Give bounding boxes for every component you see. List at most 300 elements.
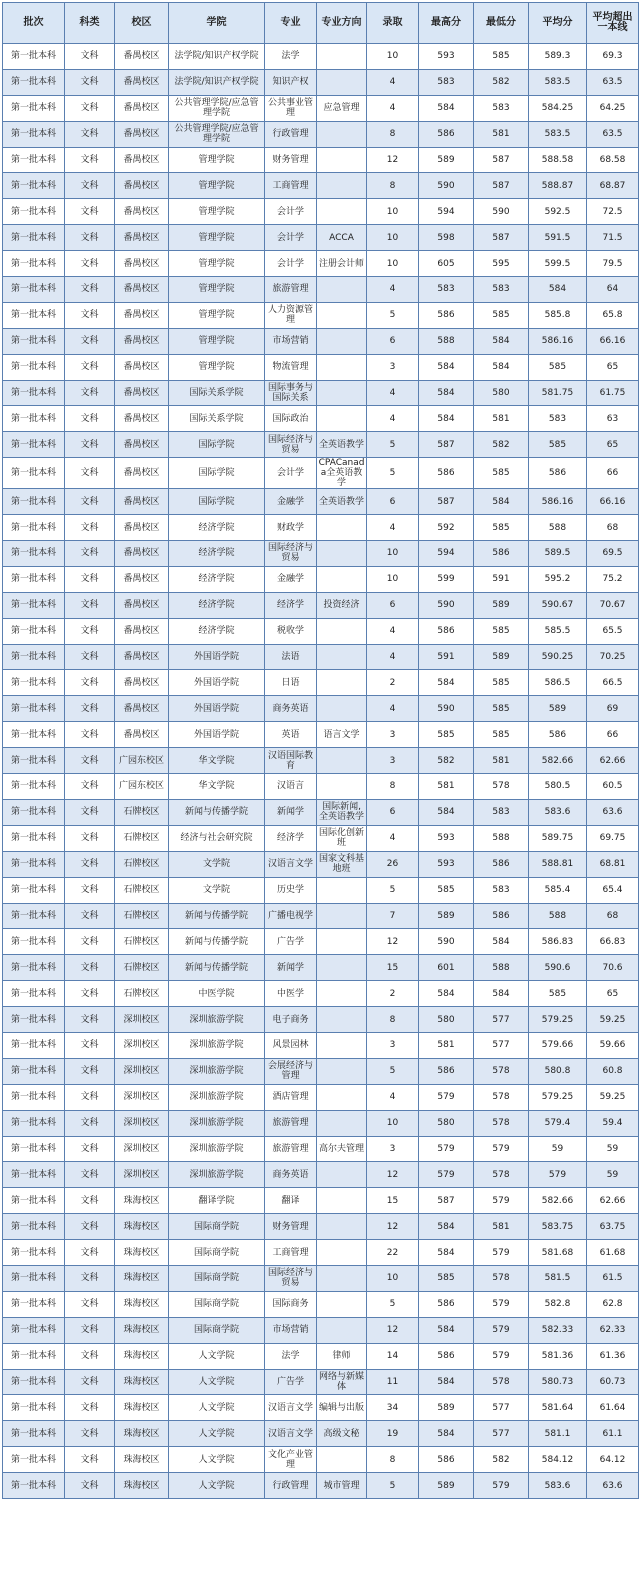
avg-over-line-cell: 63.6 [587,1473,639,1499]
table-row [3,432,639,458]
major-cell: 汉语言 [265,774,317,800]
enrolled-cell: 22 [367,1240,419,1266]
enrolled-cell: 3 [367,354,419,380]
college-header: 学院 [169,3,265,44]
major-cell: 会计学 [265,458,317,489]
major-cell: 商务英语 [265,1162,317,1188]
batch-cell: 第一批本科 [3,489,65,515]
category-cell: 文科 [65,515,115,541]
college-cell: 新闻与传播学院 [169,929,265,955]
direction-cell [317,1188,367,1214]
batch-cell: 第一批本科 [3,515,65,541]
table-row [3,1188,639,1214]
avg-over-line-cell: 79.5 [587,251,639,277]
campus-header: 校区 [115,3,169,44]
avg-score-cell: 586.83 [529,929,587,955]
min-score-cell: 578 [474,1369,529,1395]
table-row [3,696,639,722]
avg-over-line-cell: 61.64 [587,1395,639,1421]
major-cell: 旅游管理 [265,1136,317,1162]
table-row [3,566,639,592]
college-cell: 国际学院 [169,458,265,489]
avg-score-cell: 585.4 [529,877,587,903]
campus-cell: 番禺校区 [115,696,169,722]
enrolled-cell: 4 [367,69,419,95]
college-cell: 人文学院 [169,1421,265,1447]
avg-over-line-cell: 59 [587,1136,639,1162]
avg-over-line-cell: 62.33 [587,1317,639,1343]
enrolled-cell: 34 [367,1395,419,1421]
direction-cell: 城市管理 [317,1473,367,1499]
max-score-cell: 584 [419,799,474,825]
category-cell: 文科 [65,489,115,515]
college-cell: 深圳旅游学院 [169,1007,265,1033]
direction-cell: CPACanada全英语教学 [317,458,367,489]
campus-cell: 石牌校区 [115,981,169,1007]
max-score-cell: 586 [419,1291,474,1317]
batch-cell: 第一批本科 [3,903,65,929]
major-cell: 广播电视学 [265,903,317,929]
college-cell: 人文学院 [169,1395,265,1421]
min-score-cell: 588 [474,825,529,851]
avg-score-cell: 591.5 [529,225,587,251]
avg-score-cell: 584.25 [529,95,587,121]
min-score-cell: 591 [474,566,529,592]
category-cell: 文科 [65,1473,115,1499]
table-row [3,1032,639,1058]
college-cell: 国际商学院 [169,1265,265,1291]
major-cell: 物流管理 [265,354,317,380]
enrolled-cell: 12 [367,1162,419,1188]
enrolled-cell: 5 [367,1473,419,1499]
table-row [3,1214,639,1240]
min-score-cell: 584 [474,489,529,515]
campus-cell: 深圳校区 [115,1110,169,1136]
major-cell: 行政管理 [265,121,317,147]
campus-cell: 番禺校区 [115,69,169,95]
enrolled-cell: 4 [367,825,419,851]
batch-header: 批次 [3,3,65,44]
max-score-cell: 592 [419,515,474,541]
min-score-cell: 579 [474,1317,529,1343]
min-score-cell: 585 [474,722,529,748]
enrolled-cell: 4 [367,1084,419,1110]
college-cell: 经济学院 [169,541,265,567]
batch-cell: 第一批本科 [3,458,65,489]
max-score-cell: 584 [419,1240,474,1266]
batch-cell: 第一批本科 [3,566,65,592]
min-score-cell: 587 [474,173,529,199]
enrolled-cell: 10 [367,1110,419,1136]
max-score-cell: 589 [419,1395,474,1421]
college-cell: 华文学院 [169,748,265,774]
table-row [3,670,639,696]
category-cell: 文科 [65,592,115,618]
enrolled-cell: 12 [367,1214,419,1240]
batch-cell: 第一批本科 [3,225,65,251]
major-cell: 新闻学 [265,955,317,981]
batch-cell: 第一批本科 [3,1214,65,1240]
avg-over-line-cell: 66 [587,722,639,748]
campus-cell: 珠海校区 [115,1395,169,1421]
avg-over-line-cell: 65.4 [587,877,639,903]
category-cell: 文科 [65,1395,115,1421]
max-score-cell: 584 [419,1214,474,1240]
min-score-header: 最低分 [474,3,529,44]
batch-cell: 第一批本科 [3,955,65,981]
direction-cell: 高尔夫管理 [317,1136,367,1162]
avg-over-line-cell: 66 [587,458,639,489]
min-score-cell: 585 [474,515,529,541]
avg-score-header: 平均分 [529,3,587,44]
category-cell: 文科 [65,380,115,406]
campus-cell: 广园东校区 [115,748,169,774]
min-score-cell: 585 [474,458,529,489]
enrolled-cell: 5 [367,432,419,458]
avg-score-cell: 583.5 [529,69,587,95]
avg-over-line-cell: 63.75 [587,1214,639,1240]
batch-cell: 第一批本科 [3,354,65,380]
category-cell: 文科 [65,1032,115,1058]
college-cell: 国际商学院 [169,1214,265,1240]
min-score-cell: 579 [474,1291,529,1317]
max-score-cell: 601 [419,955,474,981]
direction-cell [317,1265,367,1291]
avg-score-cell: 586 [529,458,587,489]
college-cell: 深圳旅游学院 [169,1084,265,1110]
avg-score-cell: 579.25 [529,1084,587,1110]
major-cell: 财务管理 [265,1214,317,1240]
major-cell: 国际经济与贸易 [265,1265,317,1291]
college-cell: 管理学院 [169,173,265,199]
min-score-cell: 577 [474,1395,529,1421]
batch-cell: 第一批本科 [3,825,65,851]
category-cell: 文科 [65,1110,115,1136]
max-score-cell: 584 [419,670,474,696]
avg-over-line-cell: 60.73 [587,1369,639,1395]
college-cell: 国际关系学院 [169,380,265,406]
major-cell: 国际政治 [265,406,317,432]
batch-cell: 第一批本科 [3,1162,65,1188]
campus-cell: 珠海校区 [115,1240,169,1266]
min-score-cell: 578 [474,1162,529,1188]
direction-cell [317,1214,367,1240]
max-score-cell: 590 [419,173,474,199]
avg-score-cell: 580.5 [529,774,587,800]
min-score-cell: 586 [474,541,529,567]
campus-cell: 番禺校区 [115,199,169,225]
direction-cell [317,199,367,225]
avg-over-line-cell: 65 [587,981,639,1007]
enrolled-cell: 10 [367,1265,419,1291]
min-score-cell: 587 [474,225,529,251]
direction-cell [317,774,367,800]
min-score-cell: 583 [474,799,529,825]
direction-cell [317,1291,367,1317]
avg-score-cell: 582.66 [529,1188,587,1214]
category-cell: 文科 [65,748,115,774]
enrolled-cell: 4 [367,618,419,644]
college-cell: 中医学院 [169,981,265,1007]
avg-score-cell: 590.25 [529,644,587,670]
min-score-cell: 581 [474,121,529,147]
max-score-cell: 586 [419,1058,474,1084]
table-row [3,44,639,70]
direction-cell [317,566,367,592]
campus-cell: 珠海校区 [115,1369,169,1395]
min-score-cell: 582 [474,1447,529,1473]
max-score-cell: 586 [419,302,474,328]
batch-cell: 第一批本科 [3,541,65,567]
major-cell: 法学 [265,44,317,70]
batch-cell: 第一批本科 [3,981,65,1007]
min-score-cell: 581 [474,748,529,774]
min-score-cell: 578 [474,774,529,800]
batch-cell: 第一批本科 [3,1421,65,1447]
table-row [3,1240,639,1266]
max-score-cell: 586 [419,458,474,489]
table-row [3,541,639,567]
category-cell: 文科 [65,1265,115,1291]
table-row [3,1421,639,1447]
max-score-cell: 584 [419,354,474,380]
min-score-cell: 581 [474,1214,529,1240]
campus-cell: 番禺校区 [115,515,169,541]
max-score-cell: 585 [419,1265,474,1291]
campus-cell: 珠海校区 [115,1291,169,1317]
enrolled-cell: 10 [367,44,419,70]
avg-over-line-cell: 68.87 [587,173,639,199]
max-score-cell: 581 [419,774,474,800]
min-score-cell: 595 [474,251,529,277]
category-cell: 文科 [65,774,115,800]
category-cell: 文科 [65,644,115,670]
direction-cell [317,748,367,774]
table-row [3,173,639,199]
max-score-cell: 579 [419,1136,474,1162]
min-score-cell: 579 [474,1343,529,1369]
avg-over-line-cell: 68.81 [587,851,639,877]
max-score-cell: 590 [419,696,474,722]
enrolled-cell: 4 [367,95,419,121]
avg-over-line-cell: 64.25 [587,95,639,121]
enrolled-cell: 12 [367,1317,419,1343]
batch-cell: 第一批本科 [3,199,65,225]
category-cell: 文科 [65,302,115,328]
campus-cell: 石牌校区 [115,955,169,981]
table-row [3,225,639,251]
enrolled-cell: 6 [367,328,419,354]
table-row [3,515,639,541]
table-row [3,877,639,903]
category-cell: 文科 [65,1343,115,1369]
avg-score-cell: 581.75 [529,380,587,406]
avg-score-cell: 582.66 [529,748,587,774]
college-cell: 国际学院 [169,489,265,515]
avg-score-cell: 59 [529,1136,587,1162]
min-score-cell: 579 [474,1188,529,1214]
category-cell: 文科 [65,1214,115,1240]
enrolled-cell: 8 [367,173,419,199]
max-score-cell: 599 [419,566,474,592]
batch-cell: 第一批本科 [3,1032,65,1058]
campus-cell: 番禺校区 [115,618,169,644]
avg-over-line-cell: 65.5 [587,618,639,644]
college-cell: 深圳旅游学院 [169,1136,265,1162]
category-cell: 文科 [65,1447,115,1473]
avg-over-line-cell: 64 [587,277,639,303]
avg-over-line-header: 平均超出一本线 [587,3,639,44]
avg-score-cell: 583.6 [529,799,587,825]
table-row [3,981,639,1007]
min-score-cell: 579 [474,1240,529,1266]
campus-cell: 珠海校区 [115,1343,169,1369]
avg-over-line-cell: 68 [587,903,639,929]
category-cell: 文科 [65,1162,115,1188]
category-cell: 文科 [65,1240,115,1266]
avg-over-line-cell: 75.2 [587,566,639,592]
avg-score-cell: 581.68 [529,1240,587,1266]
batch-cell: 第一批本科 [3,147,65,173]
batch-cell: 第一批本科 [3,722,65,748]
campus-cell: 番禺校区 [115,121,169,147]
batch-cell: 第一批本科 [3,173,65,199]
avg-score-cell: 589 [529,696,587,722]
major-cell: 风景园林 [265,1032,317,1058]
avg-score-cell: 595.2 [529,566,587,592]
avg-over-line-cell: 68 [587,515,639,541]
batch-cell: 第一批本科 [3,1291,65,1317]
enrolled-cell: 5 [367,302,419,328]
direction-cell [317,981,367,1007]
major-cell: 税收学 [265,618,317,644]
table-row [3,644,639,670]
campus-cell: 珠海校区 [115,1317,169,1343]
avg-score-cell: 586 [529,722,587,748]
batch-cell: 第一批本科 [3,302,65,328]
avg-score-cell: 580.73 [529,1369,587,1395]
major-cell: 国际经济与贸易 [265,432,317,458]
table-header-row [3,3,639,44]
major-cell: 历史学 [265,877,317,903]
major-cell: 工商管理 [265,1240,317,1266]
max-score-cell: 583 [419,69,474,95]
batch-cell: 第一批本科 [3,644,65,670]
college-cell: 外国语学院 [169,644,265,670]
campus-cell: 石牌校区 [115,877,169,903]
min-score-cell: 585 [474,696,529,722]
max-score-cell: 589 [419,1473,474,1499]
major-header: 专业 [265,3,317,44]
batch-cell: 第一批本科 [3,95,65,121]
table-row [3,302,639,328]
avg-over-line-cell: 61.75 [587,380,639,406]
avg-score-cell: 588.81 [529,851,587,877]
campus-cell: 石牌校区 [115,851,169,877]
direction-cell: 国家文科基地班 [317,851,367,877]
campus-cell: 珠海校区 [115,1473,169,1499]
major-cell: 市场营销 [265,328,317,354]
campus-cell: 深圳校区 [115,1162,169,1188]
avg-over-line-cell: 59.25 [587,1084,639,1110]
max-score-cell: 584 [419,1369,474,1395]
direction-cell [317,44,367,70]
college-cell: 翻译学院 [169,1188,265,1214]
major-cell: 酒店管理 [265,1084,317,1110]
batch-cell: 第一批本科 [3,618,65,644]
avg-score-cell: 586.16 [529,489,587,515]
min-score-cell: 585 [474,44,529,70]
category-cell: 文科 [65,799,115,825]
category-cell: 文科 [65,1421,115,1447]
major-cell: 会展经济与管理 [265,1058,317,1084]
campus-cell: 珠海校区 [115,1447,169,1473]
college-cell: 深圳旅游学院 [169,1032,265,1058]
direction-header: 专业方向 [317,3,367,44]
max-score-cell: 593 [419,44,474,70]
direction-cell: 国际新闻,全英语教学 [317,799,367,825]
enrolled-cell: 10 [367,225,419,251]
major-cell: 公共事业管理 [265,95,317,121]
min-score-cell: 588 [474,955,529,981]
enrolled-cell: 8 [367,1447,419,1473]
avg-over-line-cell: 69.5 [587,541,639,567]
direction-cell: ACCA [317,225,367,251]
college-cell: 国际商学院 [169,1240,265,1266]
table-row [3,199,639,225]
college-cell: 法学院/知识产权学院 [169,44,265,70]
table-row [3,1317,639,1343]
enrolled-cell: 3 [367,722,419,748]
avg-score-cell: 590.67 [529,592,587,618]
table-row [3,1084,639,1110]
college-cell: 深圳旅游学院 [169,1110,265,1136]
category-cell: 文科 [65,696,115,722]
college-cell: 文学院 [169,877,265,903]
direction-cell [317,903,367,929]
avg-score-cell: 589.75 [529,825,587,851]
enrolled-cell: 7 [367,903,419,929]
avg-score-cell: 588.87 [529,173,587,199]
enrolled-cell: 8 [367,774,419,800]
min-score-cell: 578 [474,1110,529,1136]
avg-score-cell: 588.58 [529,147,587,173]
direction-cell: 投资经济 [317,592,367,618]
enrolled-cell: 11 [367,1369,419,1395]
min-score-cell: 589 [474,644,529,670]
max-score-cell: 589 [419,903,474,929]
major-cell: 金融学 [265,566,317,592]
category-cell: 文科 [65,722,115,748]
avg-score-cell: 583 [529,406,587,432]
campus-cell: 番禺校区 [115,406,169,432]
avg-over-line-cell: 59.66 [587,1032,639,1058]
avg-over-line-cell: 63.6 [587,799,639,825]
college-cell: 人文学院 [169,1369,265,1395]
max-score-cell: 586 [419,1343,474,1369]
avg-score-cell: 579 [529,1162,587,1188]
enrolled-cell: 4 [367,277,419,303]
avg-score-cell: 599.5 [529,251,587,277]
major-cell: 行政管理 [265,1473,317,1499]
avg-score-cell: 579.66 [529,1032,587,1058]
campus-cell: 深圳校区 [115,1136,169,1162]
min-score-cell: 585 [474,670,529,696]
enrolled-cell: 10 [367,199,419,225]
table-row [3,406,639,432]
avg-over-line-cell: 63.5 [587,121,639,147]
category-cell: 文科 [65,199,115,225]
